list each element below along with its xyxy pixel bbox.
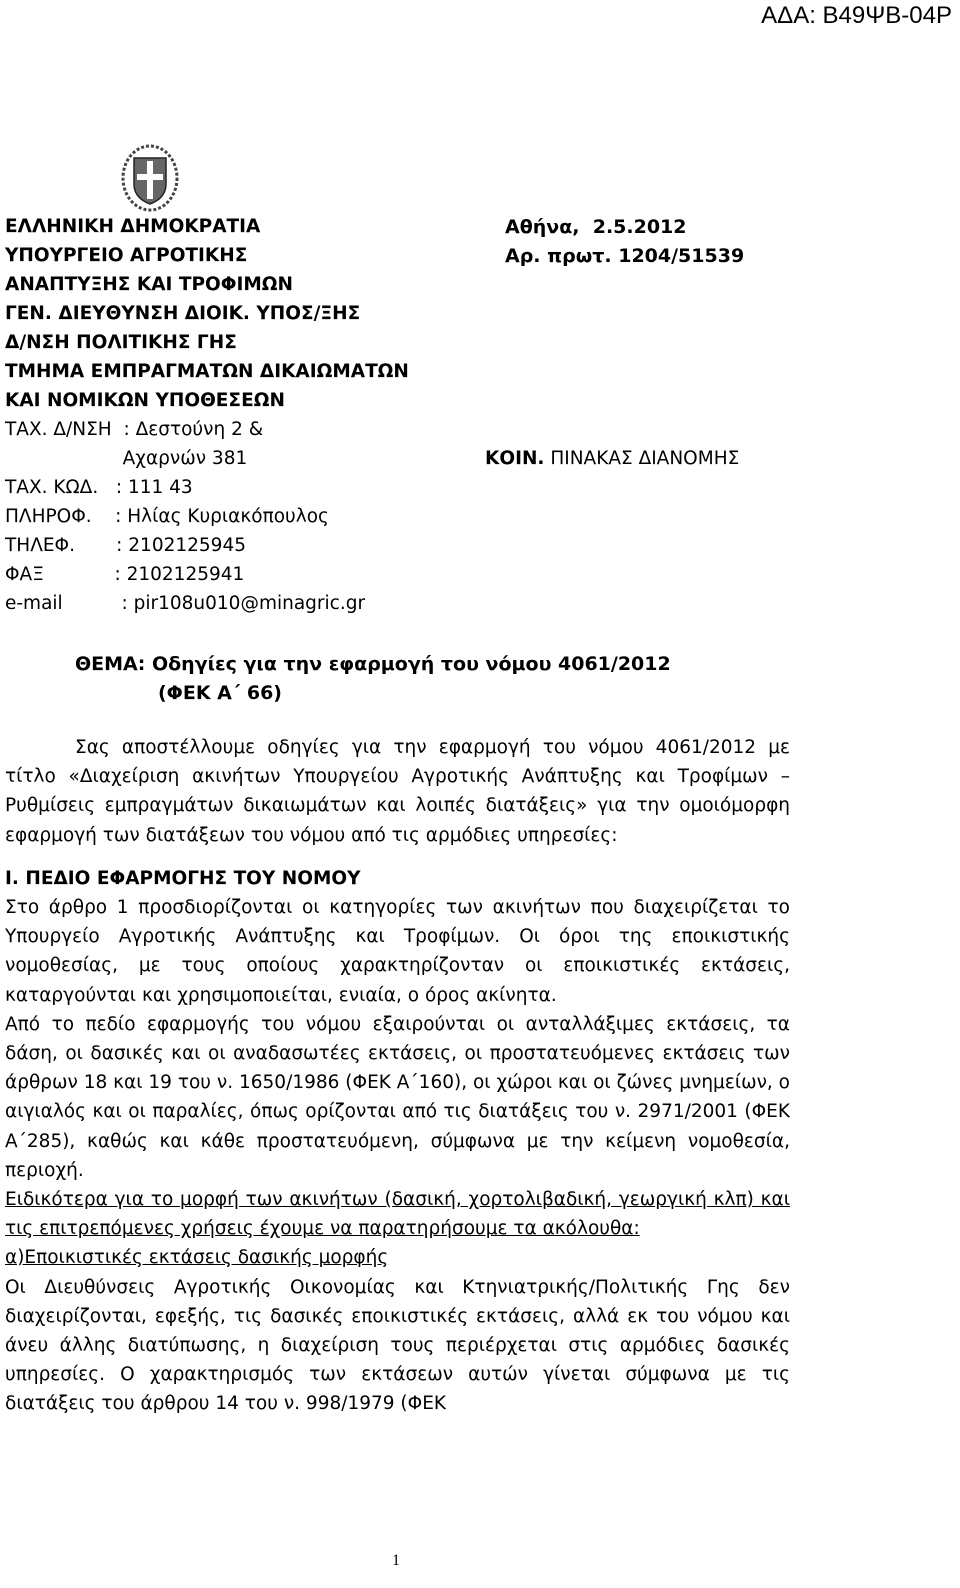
body-paragraph-underlined: Ειδικότερα για το μορφή των ακινήτων (δασική, χορτολιβαδική, γεωργική κλπ) και τις επιτρεπόμενες χρήσεις έχουμε να παρατηρήσουμε τα ακόλουθα:: [5, 1189, 790, 1240]
header-line: ΚΑΙ ΝΟΜΙΚΩΝ ΥΠΟΘΕΣΕΩΝ: [5, 390, 285, 411]
address-line: ΤΑΧ. Δ/ΝΣΗ : Δεστούνη 2 &: [5, 419, 264, 440]
protocol-line: Αρ. πρωτ. 1204/51539: [505, 245, 745, 267]
koin-value: ΠΙΝΑΚΑΣ ΔΙΑΝΟΜΗΣ: [544, 448, 740, 469]
header-line: ΓΕΝ. ΔΙΕΥΘΥΝΣΗ ΔΙΟΙΚ. ΥΠΟΣ/ΞΗΣ: [5, 303, 361, 324]
body-paragraph: Οι Διευθύνσεις Αγροτικής Οικονομίας και Κτηνιατρικής/Πολιτικής Γης δεν διαχειρίζονται, εφεξής, τις δασικές εποικιστικές εκτάσεις, αλλά εκ του νόμου και άνευ άλλης διατύπωσης, η διαχείριση τους περιέρχεται στις αρμόδιες δασικές υπηρεσίες. Ο χαρακτηρισμός των εκτάσεων αυτών γίνεται σύμφωνα με τις διατάξεις του άρθρου 14 του ν. 998/1979 (ΦΕΚ: [5, 1276, 790, 1415]
contact-person-line: ΠΛΗΡΟΦ. : Ηλίας Κυριακόπουλος: [5, 506, 329, 527]
koin-label: ΚΟΙΝ.: [485, 448, 545, 469]
fax-line: ΦΑΞ : 2102125941: [5, 564, 245, 585]
sender-block: [5, 216, 409, 622]
body-paragraph: Στο άρθρο 1 προσδιορίζονται οι κατηγορίες των ακινήτων που διαχειρίζεται το Υπουργείο Αγροτικής Ανάπτυξης και Τροφίμων. Οι όροι της εποικιστικής νομοθεσίας, με τους οποίους χαρακτηρίζονταν οι εποικιστικές εκτάσεις, καταργούνται και χρησιμοποιείται, ενιαία, ο όρος ακίνητα.: [5, 897, 790, 1006]
distribution-line: [485, 448, 739, 469]
ada-code: ΑΔΑ: Β49ΨΒ-04Ρ: [761, 2, 952, 29]
document-body: [5, 733, 790, 1419]
email-line: e-mail : pir108u010@minagric.gr: [5, 593, 366, 614]
header-line: ΥΠΟΥΡΓΕΙΟ ΑΓΡΟΤΙΚΗΣ: [5, 245, 248, 266]
greek-coat-of-arms-icon: [120, 140, 180, 212]
header-line: Δ/ΝΣΗ ΠΟΛΙΤΙΚΗΣ ΓΗΣ: [5, 332, 237, 353]
section-heading: Ι. ΠΕΔΙΟ ΕΦΑΡΜΟΓΗΣ ΤΟΥ ΝΟΜΟΥ: [5, 867, 361, 889]
phone-line: ΤΗΛΕΦ. : 2102125945: [5, 535, 246, 556]
subject-line: (ΦΕΚ Α΄ 66): [158, 682, 282, 704]
header-line: ΕΛΛΗΝΙΚΗ ΔΗΜΟΚΡΑΤΙΑ: [5, 216, 261, 237]
header-line: ΑΝΑΠΤΥΞΗΣ ΚΑΙ ΤΡΟΦΙΜΩΝ: [5, 274, 293, 295]
subject-line: ΘΕΜΑ: Οδηγίες για την εφαρμογή του νόμου 4061/2012: [75, 653, 671, 675]
address-line: Αχαρνών 381: [5, 448, 248, 469]
date-protocol-block: [505, 216, 744, 274]
postal-code-line: ΤΑΧ. ΚΩΔ. : 111 43: [5, 477, 193, 498]
header-line: ΤΜΗΜΑ ΕΜΠΡΑΓΜΑΤΩΝ ΔΙΚΑΙΩΜΑΤΩΝ: [5, 361, 409, 382]
subject-block: [75, 650, 671, 708]
subheading-a: α)Εποικιστικές εκτάσεις δασικής μορφής: [5, 1247, 389, 1269]
page-number: 1: [392, 1552, 400, 1569]
date-line: Αθήνα, 2.5.2012: [505, 216, 687, 238]
body-paragraph: Από το πεδίο εφαρμογής του νόμου εξαιρούνται οι ανταλλάξιμες εκτάσεις, τα δάση, οι δασικές και οι αναδασωτέες εκτάσεις, οι προστατευόμενες εκτάσεις των άρθρων 18 και 19 του ν. 1650/1986 (ΦΕΚ Α΄160), οι χώροι και οι ζώνες μνημείων, ο αιγιαλός και οι παραλίες, όπως ορίζονται από τις διατάξεις του ν. 2971/2001 (ΦΕΚ Α΄285), καθώς και κάθε προστατευόμενη, σύμφωνα με την κείμενη νομοθεσία, περιοχή.: [5, 1013, 790, 1181]
intro-paragraph: Σας αποστέλλουμε οδηγίες για την εφαρμογή του νόμου 4061/2012 με τίτλο «Διαχείριση ακινήτων Υπουργείου Αγροτικής Ανάπτυξης και Τροφίμων – Ρυθμίσεις εμπραγμάτων δικαιωμάτων και λοιπές διατάξεις» για την ομοιόμορφη εφαρμογή των διατάξεων του νόμου από τις αρμόδιες υπηρεσίες:: [5, 737, 790, 846]
